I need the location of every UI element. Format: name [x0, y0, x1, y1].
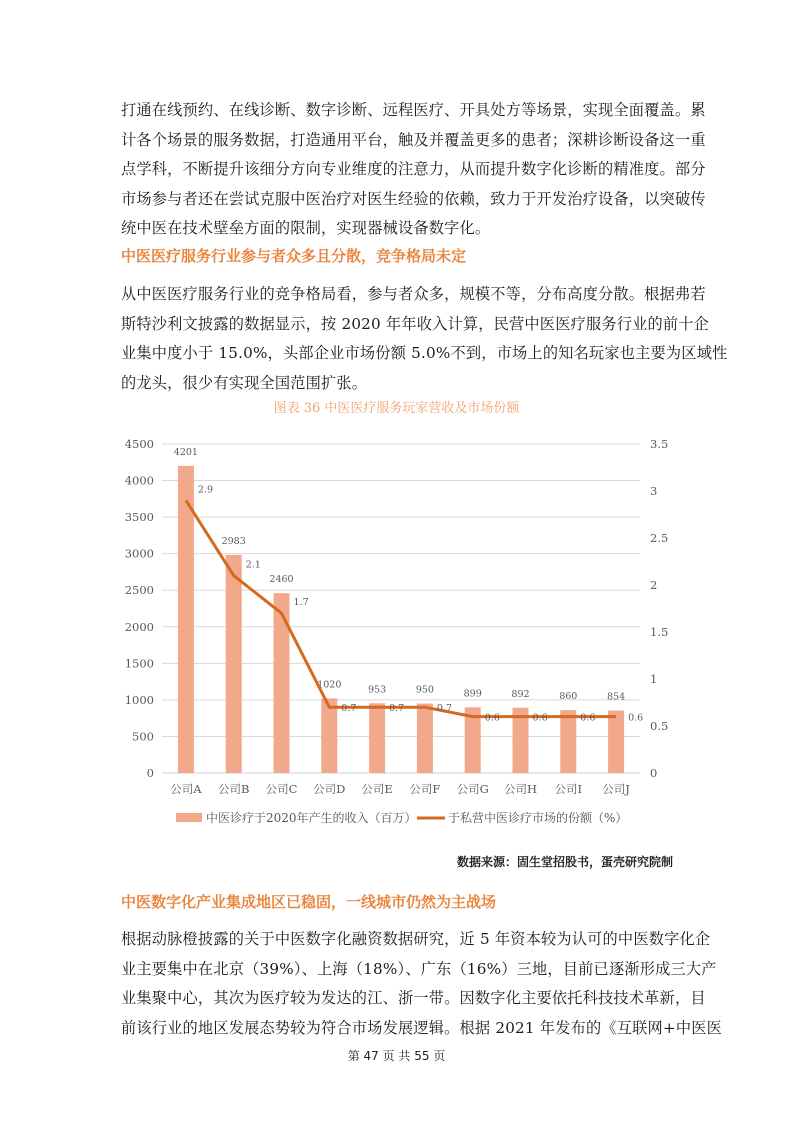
bar-series [178, 466, 624, 773]
text-line: 前该行业的地区发展态势较为符合市场发展逻辑。根据 2021 年发布的《互联网+中医医 [121, 1018, 722, 1037]
text-line: 统中医在技术壁垒方面的限制，实现器械设备数字化。 [121, 219, 491, 237]
text-line: 斯特沙利文披露的数据显示，按 2020 年年收入计算，民营中医医疗服务行业的前十企 [121, 314, 710, 333]
text-line: 业主要集中在北京（39%）、上海（18%）、广东（16%）三地，目前已逐渐形成三大产 [121, 959, 717, 978]
text-line: 业集聚中心，其次为医疗较为发达的江、浙一带。因数字化主要依托科技技术革新，目 [121, 989, 706, 1007]
line-value-label: 2.1 [245, 559, 261, 571]
text-line: 点学科，不断提升该细分方向专业维度的注意力，从而提升数字化诊断的精准度。部分 [121, 160, 706, 178]
bar [560, 710, 576, 773]
x-tick-label: 公司H [503, 782, 538, 796]
bar [608, 711, 624, 773]
left-tick-label: 4500 [124, 437, 154, 451]
bar-value-label: 953 [368, 684, 387, 696]
legend-bar-swatch [176, 813, 202, 822]
text-line: 市场参与者还在尝试克服中医治疗对医生经验的依赖，致力于开发治疗设备，以突破传 [121, 189, 706, 208]
text-line: 根据动脉橙披露的关于中医数字化融资数据研究，近 5 年资本较为认可的中医数字化企 [121, 930, 711, 948]
right-tick-label: 1.5 [650, 625, 669, 639]
left-tick-label: 2500 [124, 583, 154, 598]
bar-value-label: 1020 [317, 679, 342, 691]
right-tick-label: 3 [650, 484, 658, 498]
x-tick-label: 公司J [602, 782, 630, 796]
text-line: 的龙头，很少有实现全国范围扩张。 [121, 373, 368, 392]
page-footer: 第 47 页 共 55 页 [347, 1049, 446, 1063]
bar-value-label: 2983 [221, 535, 246, 547]
right-tick-label: 0 [650, 766, 658, 780]
right-axis-ticks [650, 437, 668, 780]
x-tick-label: 公司F [409, 782, 441, 796]
right-tick-label: 0.5 [650, 719, 669, 733]
x-tick-label: 公司D [313, 782, 346, 796]
bar [274, 593, 290, 773]
line-series [186, 500, 616, 716]
left-tick-label: 0 [146, 766, 154, 780]
line-value-label: 2.9 [197, 484, 214, 496]
x-tick-label: 公司E [361, 782, 393, 796]
paragraph-1 [121, 96, 706, 244]
left-tick-label: 3000 [124, 546, 154, 561]
chart-caption: 图表 36 中医医疗服务玩家营收及市场份额 [273, 401, 520, 416]
line-value-label: 0.6 [628, 712, 644, 724]
bar-value-label: 854 [607, 691, 626, 703]
section-heading-1: 中医医疗服务行业参与者众多且分散，竞争格局未定 [121, 247, 467, 265]
bar-value-label: 950 [415, 684, 434, 696]
text-line: 打通在线预约、在线诊断、数字诊断、远程医疗、开具处方等场景，实现全面覆盖。累 [121, 101, 706, 119]
right-tick-label: 2 [650, 578, 658, 592]
x-tick-label: 公司A [170, 782, 202, 796]
line-value-label: 1.7 [293, 597, 309, 609]
section-heading-2: 中医数字化产业集成地区已稳固，一线城市仍然为主战场 [121, 893, 497, 911]
bar-value-label: 4201 [173, 446, 198, 458]
x-tick-label: 公司I [554, 782, 583, 796]
line-value-label: 0.7 [389, 703, 405, 715]
left-tick-label: 500 [132, 729, 154, 744]
bar-value-label: 892 [511, 688, 530, 700]
line-value-label: 0.7 [341, 703, 357, 715]
left-tick-label: 1500 [124, 656, 154, 671]
left-axis-ticks [125, 437, 154, 780]
x-tick-label: 公司G [456, 782, 489, 796]
left-tick-label: 3500 [124, 510, 154, 525]
legend-bar-label: 中医诊疗于2020年产生的收入（百万） [206, 811, 417, 825]
bar-value-label: 899 [463, 688, 482, 700]
x-axis-labels [170, 782, 630, 796]
line-value-label: 0.6 [484, 712, 500, 724]
source-note: 数据来源：固生堂招股书，蛋壳研究院制 [456, 855, 673, 869]
right-tick-label: 2.5 [650, 531, 669, 545]
x-tick-label: 公司C [265, 782, 298, 796]
left-tick-label: 1000 [124, 692, 154, 707]
right-tick-label: 3.5 [650, 437, 669, 451]
x-tick-label: 公司B [217, 782, 250, 796]
line-value-label: 0.7 [436, 703, 453, 715]
line-value-label: 0.6 [580, 712, 596, 724]
paragraph-3 [121, 925, 722, 1043]
bar [226, 555, 242, 773]
text-line: 计各个场景的服务数据，打造通用平台，触及并覆盖更多的患者；深耕诊断设备这一重 [121, 130, 706, 149]
left-tick-label: 4000 [124, 473, 154, 488]
bar [417, 704, 433, 773]
left-tick-label: 2000 [124, 619, 154, 634]
legend [176, 810, 627, 825]
line-value-label: 0.6 [532, 712, 548, 724]
bar-value-label: 2460 [269, 574, 294, 586]
right-tick-label: 1 [650, 672, 658, 686]
text-line: 从中医医疗服务行业的竞争格局看，参与者众多，规模不等，分布高度分散。根据弗若 [121, 285, 706, 303]
bar-value-label: 860 [559, 691, 578, 703]
bar [321, 698, 337, 773]
chart [0, 430, 793, 830]
bar [369, 703, 385, 773]
text-line: 业集中度小于 15.0%，头部企业市场份额 5.0%不到，市场上的知名玩家也主要为区域性 [121, 344, 728, 362]
legend-line-label: 于私营中医诊疗市场的份额（%） [448, 811, 628, 825]
paragraph-2 [121, 280, 728, 398]
